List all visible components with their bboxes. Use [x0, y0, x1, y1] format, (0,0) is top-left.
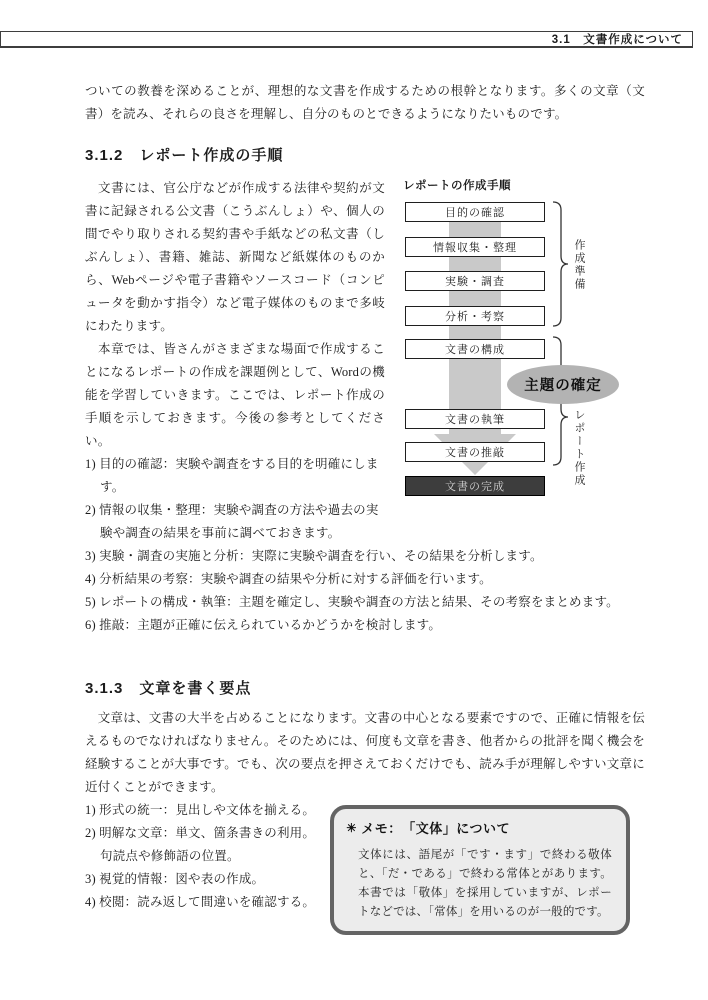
brace-label-preparation: 作成準備	[573, 239, 585, 291]
section-heading-312: 3.1.2 レポート作成の手順	[85, 147, 284, 164]
flowchart-step-analysis: 分析・考察	[405, 306, 545, 326]
list-item: 1) 形式の統一：見出しや文体を揃える。	[85, 803, 316, 817]
section-heading-313: 3.1.3 文章を書く要点	[85, 680, 252, 697]
paragraph-chapter-overview: 本章では、皆さんがさまざまな場面で作成することになるレポートの作成を課題例として、Wordの機能を学習していきます。ここでは、レポート作成の手順を示しておきます。今後の参考としてください。	[85, 342, 385, 448]
list-item: 4) 分析結果の考察：実験や調査の結果や分析に対する評価を行います。	[85, 572, 492, 586]
flowchart-step-writing: 文書の執筆	[405, 409, 545, 429]
memo-title-row	[346, 818, 612, 837]
list-item: 2) 明解な文章：単文、箇条書きの利用。句読点や修飾語の位置。	[85, 826, 316, 863]
sun-memo-icon: ☀	[346, 820, 358, 835]
report-procedure-flowchart	[395, 177, 645, 535]
list-item: 2) 情報の収集・整理：実験や調査の方法や過去の実験や調査の結果を事前に調べておきます。	[85, 503, 379, 540]
brace-preparation	[553, 202, 568, 326]
memo-body: 文体には、語尾が「です・ます」で終わる敬体と、「だ・である」で終わる常体とがあります。本書では「敬体」を採用していますが、レポートなどでは、「常体」を用いるのが一般的です。	[358, 849, 612, 918]
memo-box	[330, 805, 630, 935]
running-head-title: 3.1 文書作成について	[551, 34, 683, 46]
paragraph-writing-essentials: 文章は、文書の大半を占めることになります。文書の中心となる要素ですので、正確に情報を伝えるものでなければなりません。そのためには、何度も文章を書き、他者からの批評を聞く機会を経験することが大事です。でも、次の要点を押さえておくだけでも、読み手が理解しやすい文章に近付くことができます。	[85, 711, 645, 794]
list-item: 3) 実験・調査の実施と分析：実際に実験や調査を行い、その結果を分析します。	[85, 549, 543, 563]
flowchart-step-structure: 文書の構成	[405, 339, 545, 359]
brace-label-report-writing: レポート作成	[573, 409, 585, 487]
flowchart-title: レポートの作成手順	[403, 180, 511, 192]
flowchart-step-experiment: 実験・調査	[405, 271, 545, 291]
list-item: 5) レポートの構成・執筆：主題を確定し、実験や調査の方法と結果、その考察をまとめます。	[85, 595, 619, 609]
writing-points-area	[85, 799, 645, 941]
list-item: 4) 校閲：読み返して間違いを確認する。	[85, 895, 316, 909]
paragraph-document-types: 文書には、官公庁などが作成する法律や契約が文書に記録される公文書（こうぶんしょ）や、個人の間でやり取りされる契約書や手紙などの私文書（しぶんしょ）、書籍、雑誌、新聞など紙媒体のものから、Webページや電子書籍やソースコード（コンピュータを動かす指令）など電子媒体のものまで多岐にわたります。	[85, 181, 385, 333]
intro-paragraph: ついての教養を深めることが、理想的な文書を作成するための根幹となります。多くの文章（文書）を読み、それらの良さを理解し、自分のものとできるようになりたいものです。	[85, 84, 645, 121]
memo-title: メモ： 「文体」について	[361, 821, 511, 836]
list-item: 6) 推敲：主題が正確に伝えられているかどうかを検討します。	[85, 618, 442, 632]
flowchart-step-goal: 目的の確認	[405, 202, 545, 222]
flowchart-final-step: 文書の完成	[405, 476, 545, 496]
list-item: 3) 視覚的情報：図や表の作成。	[85, 872, 265, 886]
flowchart-step-gather: 情報収集・整理	[405, 237, 545, 257]
page-content	[85, 80, 645, 941]
list-item: 1) 目的の確認：実験や調査をする目的を明確にします。	[85, 457, 379, 494]
flowchart-step-revision: 文書の推敲	[405, 442, 545, 462]
page-header	[0, 31, 693, 48]
theme-decision-ellipse: 主題の確定	[507, 365, 619, 404]
